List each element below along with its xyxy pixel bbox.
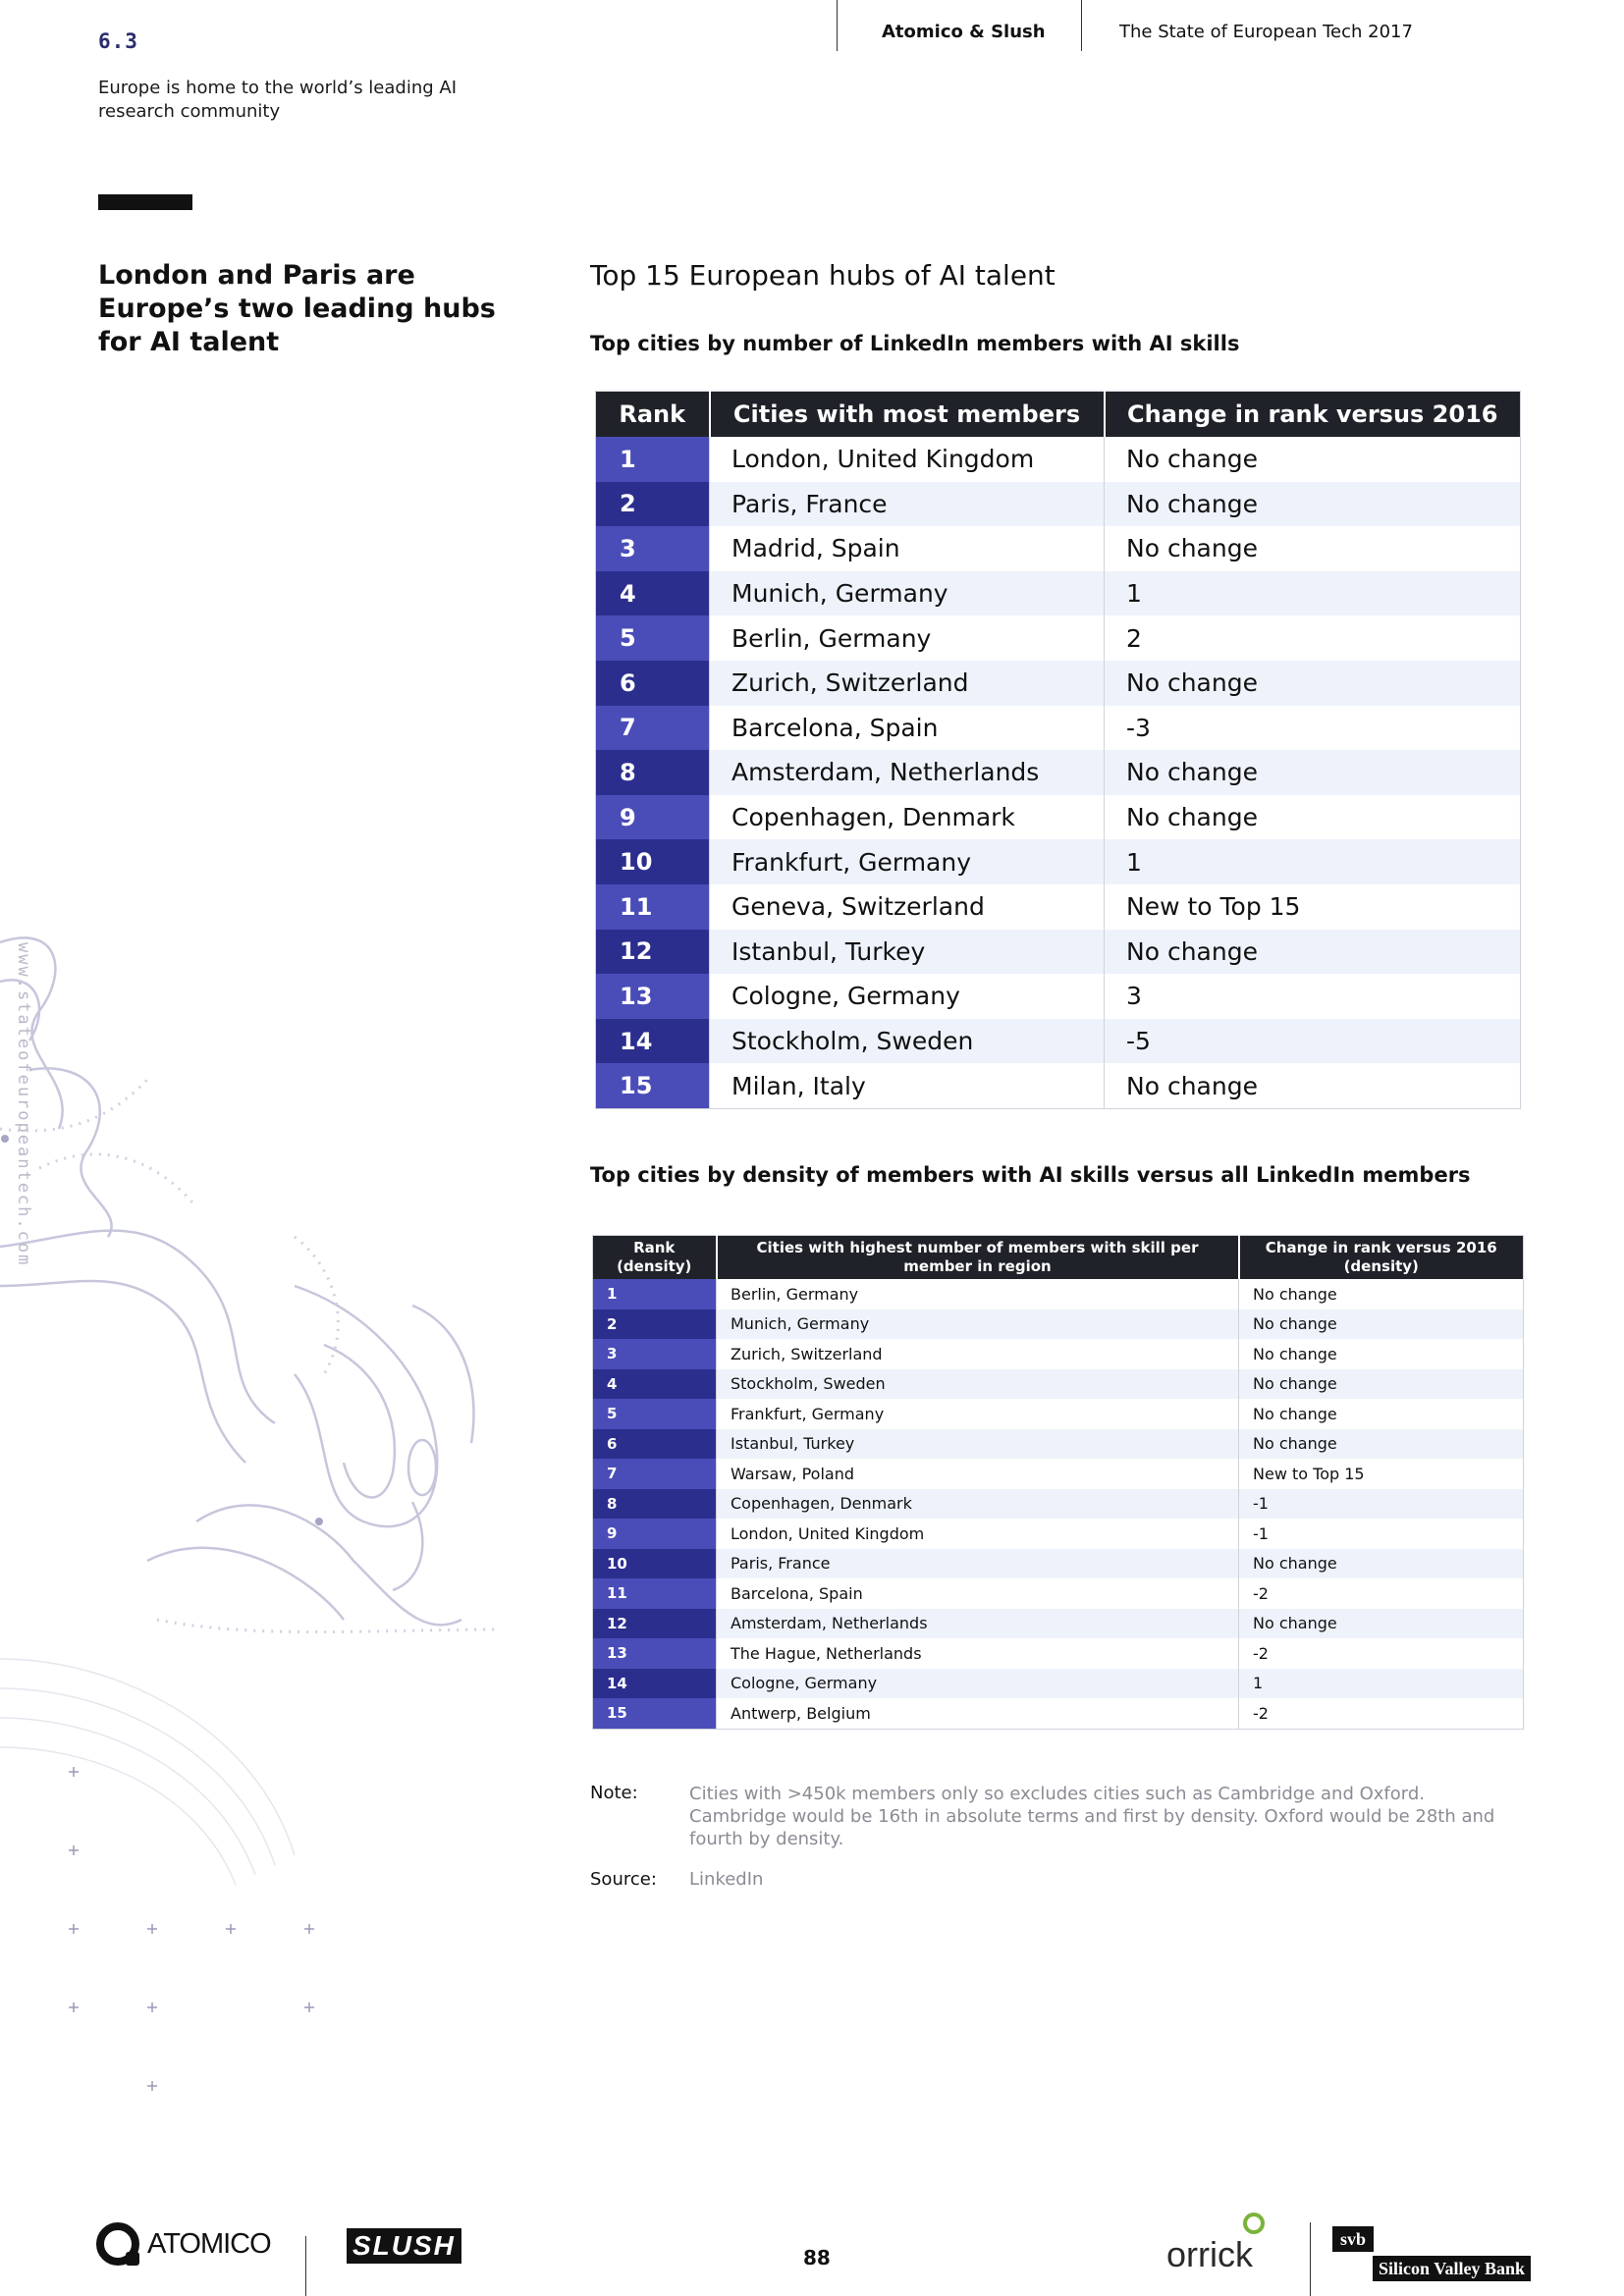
rank-cell: 4 bbox=[593, 1369, 717, 1400]
city-cell: Istanbul, Turkey bbox=[717, 1429, 1239, 1460]
rank-cell: 4 bbox=[596, 571, 710, 616]
rank-cell: 9 bbox=[596, 795, 710, 840]
table1-body bbox=[596, 437, 1521, 1108]
table-row bbox=[596, 974, 1521, 1019]
city-cell: Cologne, Germany bbox=[710, 974, 1105, 1019]
table-row bbox=[593, 1609, 1524, 1639]
city-cell: London, United Kingdom bbox=[717, 1519, 1239, 1549]
city-cell: Copenhagen, Denmark bbox=[710, 795, 1105, 840]
change-cell: No change bbox=[1105, 526, 1521, 571]
rank-cell: 15 bbox=[596, 1063, 710, 1108]
note-label: Note: bbox=[590, 1783, 638, 1803]
rank-cell: 9 bbox=[593, 1519, 717, 1549]
table-row bbox=[593, 1578, 1524, 1609]
rank-cell: 12 bbox=[593, 1609, 717, 1639]
change-cell: No change bbox=[1105, 930, 1521, 975]
table-row bbox=[596, 795, 1521, 840]
rank-cell: 8 bbox=[593, 1489, 717, 1520]
city-cell: Copenhagen, Denmark bbox=[717, 1489, 1239, 1520]
rank-cell: 10 bbox=[596, 839, 710, 884]
change-cell: No change bbox=[1239, 1399, 1524, 1429]
table-row bbox=[596, 661, 1521, 706]
header-rank: Rank bbox=[596, 392, 710, 438]
city-cell: Antwerp, Belgium bbox=[717, 1698, 1239, 1729]
change-cell: 1 bbox=[1105, 571, 1521, 616]
table-row bbox=[596, 839, 1521, 884]
city-cell: Munich, Germany bbox=[717, 1309, 1239, 1340]
table-row bbox=[596, 437, 1521, 482]
change-cell: -1 bbox=[1239, 1519, 1524, 1549]
table-row bbox=[596, 571, 1521, 616]
accent-bar bbox=[98, 194, 192, 210]
rank-cell: 3 bbox=[593, 1339, 717, 1369]
city-cell: The Hague, Netherlands bbox=[717, 1638, 1239, 1669]
contour-decoration bbox=[0, 913, 501, 2150]
table-header-row bbox=[596, 392, 1521, 438]
city-cell: Berlin, Germany bbox=[717, 1279, 1239, 1309]
svb-logo: svb bbox=[1332, 2226, 1374, 2252]
source-text: LinkedIn bbox=[689, 1869, 764, 1890]
section-number: 6.3 bbox=[98, 29, 138, 53]
table-row bbox=[596, 482, 1521, 527]
city-cell: Berlin, Germany bbox=[710, 615, 1105, 661]
rank-cell: 2 bbox=[596, 482, 710, 527]
rank-cell: 10 bbox=[593, 1549, 717, 1579]
city-cell: Stockholm, Sweden bbox=[710, 1019, 1105, 1064]
header-report-title: The State of European Tech 2017 bbox=[1119, 22, 1413, 42]
change-cell: No change bbox=[1105, 437, 1521, 482]
rank-cell: 13 bbox=[593, 1638, 717, 1669]
rank-cell: 1 bbox=[593, 1279, 717, 1309]
city-cell: Paris, France bbox=[717, 1549, 1239, 1579]
lead-heading: London and Paris are Europe’s two leading hubs for AI talent bbox=[98, 260, 496, 357]
table-row bbox=[593, 1399, 1524, 1429]
table1-subtitle: Top cities by number of LinkedIn members with AI skills bbox=[590, 332, 1240, 355]
table-row bbox=[593, 1519, 1524, 1549]
header-divider-right bbox=[1081, 0, 1082, 51]
table2-body bbox=[593, 1279, 1524, 1729]
table2-subtitle: Top cities by density of members with AI skills versus all LinkedIn members bbox=[590, 1163, 1471, 1187]
change-cell: No change bbox=[1105, 1063, 1521, 1108]
header-city-density: Cities with highest number of members with skill per member in region bbox=[717, 1236, 1239, 1280]
table-row bbox=[593, 1309, 1524, 1340]
table-row bbox=[593, 1638, 1524, 1669]
rank-cell: 7 bbox=[593, 1459, 717, 1489]
table-row bbox=[596, 615, 1521, 661]
change-cell: 1 bbox=[1105, 839, 1521, 884]
change-cell: No change bbox=[1239, 1339, 1524, 1369]
figure-title: Top 15 European hubs of AI talent bbox=[590, 259, 1056, 292]
rank-cell: 6 bbox=[596, 661, 710, 706]
change-cell: No change bbox=[1105, 661, 1521, 706]
table-row bbox=[596, 750, 1521, 795]
orrick-logo-icon bbox=[1243, 2213, 1265, 2234]
table-row bbox=[593, 1339, 1524, 1369]
change-cell: 2 bbox=[1105, 615, 1521, 661]
header-change: Change in rank versus 2016 bbox=[1105, 392, 1521, 438]
city-cell: Zurich, Switzerland bbox=[717, 1339, 1239, 1369]
table-row bbox=[593, 1669, 1524, 1699]
side-url: www.stateofeuropeantech.com bbox=[14, 942, 33, 1267]
city-cell: Barcelona, Spain bbox=[710, 706, 1105, 751]
page-number: 88 bbox=[803, 2246, 831, 2269]
change-cell: No change bbox=[1105, 750, 1521, 795]
table-row bbox=[596, 706, 1521, 751]
rank-cell: 3 bbox=[596, 526, 710, 571]
city-cell: Cologne, Germany bbox=[717, 1669, 1239, 1699]
rank-cell: 6 bbox=[593, 1429, 717, 1460]
city-cell: Istanbul, Turkey bbox=[710, 930, 1105, 975]
header-brand: Atomico & Slush bbox=[882, 22, 1046, 42]
city-cell: Paris, France bbox=[710, 482, 1105, 527]
svb-bank-logo: Silicon Valley Bank bbox=[1373, 2256, 1531, 2281]
rank-cell: 5 bbox=[593, 1399, 717, 1429]
rank-cell: 5 bbox=[596, 615, 710, 661]
header-city: Cities with most members bbox=[710, 392, 1105, 438]
rank-cell: 2 bbox=[593, 1309, 717, 1340]
table-row bbox=[596, 884, 1521, 930]
table-ai-members bbox=[595, 391, 1521, 1109]
change-cell: No change bbox=[1239, 1609, 1524, 1639]
table-row bbox=[593, 1549, 1524, 1579]
section-title: Europe is home to the world’s leading AI research community bbox=[98, 78, 458, 122]
city-cell: Amsterdam, Netherlands bbox=[717, 1609, 1239, 1639]
city-cell: Amsterdam, Netherlands bbox=[710, 750, 1105, 795]
change-cell: No change bbox=[1105, 795, 1521, 840]
footer-divider-left bbox=[305, 2236, 306, 2296]
rank-cell: 11 bbox=[596, 884, 710, 930]
table-row bbox=[593, 1489, 1524, 1520]
city-cell: Warsaw, Poland bbox=[717, 1459, 1239, 1489]
change-cell: -2 bbox=[1239, 1698, 1524, 1729]
rank-cell: 8 bbox=[596, 750, 710, 795]
change-cell: No change bbox=[1239, 1279, 1524, 1309]
source-label: Source: bbox=[590, 1869, 657, 1890]
change-cell: -3 bbox=[1105, 706, 1521, 751]
table-row bbox=[593, 1369, 1524, 1400]
city-cell: Milan, Italy bbox=[710, 1063, 1105, 1108]
change-cell: No change bbox=[1239, 1369, 1524, 1400]
change-cell: New to Top 15 bbox=[1239, 1459, 1524, 1489]
city-cell: Barcelona, Spain bbox=[717, 1578, 1239, 1609]
change-cell: 1 bbox=[1239, 1669, 1524, 1699]
rank-cell: 7 bbox=[596, 706, 710, 751]
orrick-logo: orrick bbox=[1166, 2234, 1253, 2274]
city-cell: Frankfurt, Germany bbox=[717, 1399, 1239, 1429]
table-row bbox=[596, 1063, 1521, 1108]
change-cell: No change bbox=[1105, 482, 1521, 527]
table-row bbox=[593, 1429, 1524, 1460]
note-text: Cities with >450k members only so excludes cities such as Cambridge and Oxford. Cambridge would be 16th in absolute terms and first by density. Oxford would be 28th and fourth by density. bbox=[689, 1784, 1495, 1849]
rank-cell: 14 bbox=[593, 1669, 717, 1699]
header-change-density: Change in rank versus 2016 (density) bbox=[1239, 1236, 1524, 1280]
header-rank-density: Rank (density) bbox=[593, 1236, 717, 1280]
change-cell: No change bbox=[1239, 1549, 1524, 1579]
city-cell: Munich, Germany bbox=[710, 571, 1105, 616]
city-cell: Stockholm, Sweden bbox=[717, 1369, 1239, 1400]
change-cell: -2 bbox=[1239, 1638, 1524, 1669]
table-ai-density bbox=[592, 1235, 1524, 1730]
rank-cell: 15 bbox=[593, 1698, 717, 1729]
table-row bbox=[596, 526, 1521, 571]
change-cell: 3 bbox=[1105, 974, 1521, 1019]
city-cell: London, United Kingdom bbox=[710, 437, 1105, 482]
table-row bbox=[593, 1459, 1524, 1489]
footer-divider-right bbox=[1310, 2222, 1311, 2296]
rank-cell: 11 bbox=[593, 1578, 717, 1609]
table-row bbox=[593, 1698, 1524, 1729]
slush-logo: SLUSH bbox=[347, 2228, 461, 2264]
rank-cell: 1 bbox=[596, 437, 710, 482]
change-cell: -5 bbox=[1105, 1019, 1521, 1064]
header-divider-left bbox=[837, 0, 838, 51]
change-cell: No change bbox=[1239, 1309, 1524, 1340]
rank-cell: 13 bbox=[596, 974, 710, 1019]
rank-cell: 12 bbox=[596, 930, 710, 975]
city-cell: Frankfurt, Germany bbox=[710, 839, 1105, 884]
city-cell: Geneva, Switzerland bbox=[710, 884, 1105, 930]
change-cell: -2 bbox=[1239, 1578, 1524, 1609]
table-row bbox=[596, 930, 1521, 975]
table-row bbox=[593, 1279, 1524, 1309]
change-cell: -1 bbox=[1239, 1489, 1524, 1520]
city-cell: Madrid, Spain bbox=[710, 526, 1105, 571]
atomico-logo-text: ATOMICO bbox=[147, 2228, 271, 2260]
change-cell: No change bbox=[1239, 1429, 1524, 1460]
change-cell: New to Top 15 bbox=[1105, 884, 1521, 930]
table-header-row bbox=[593, 1236, 1524, 1280]
city-cell: Zurich, Switzerland bbox=[710, 661, 1105, 706]
rank-cell: 14 bbox=[596, 1019, 710, 1064]
atomico-logo-icon bbox=[96, 2222, 139, 2266]
table-row bbox=[596, 1019, 1521, 1064]
